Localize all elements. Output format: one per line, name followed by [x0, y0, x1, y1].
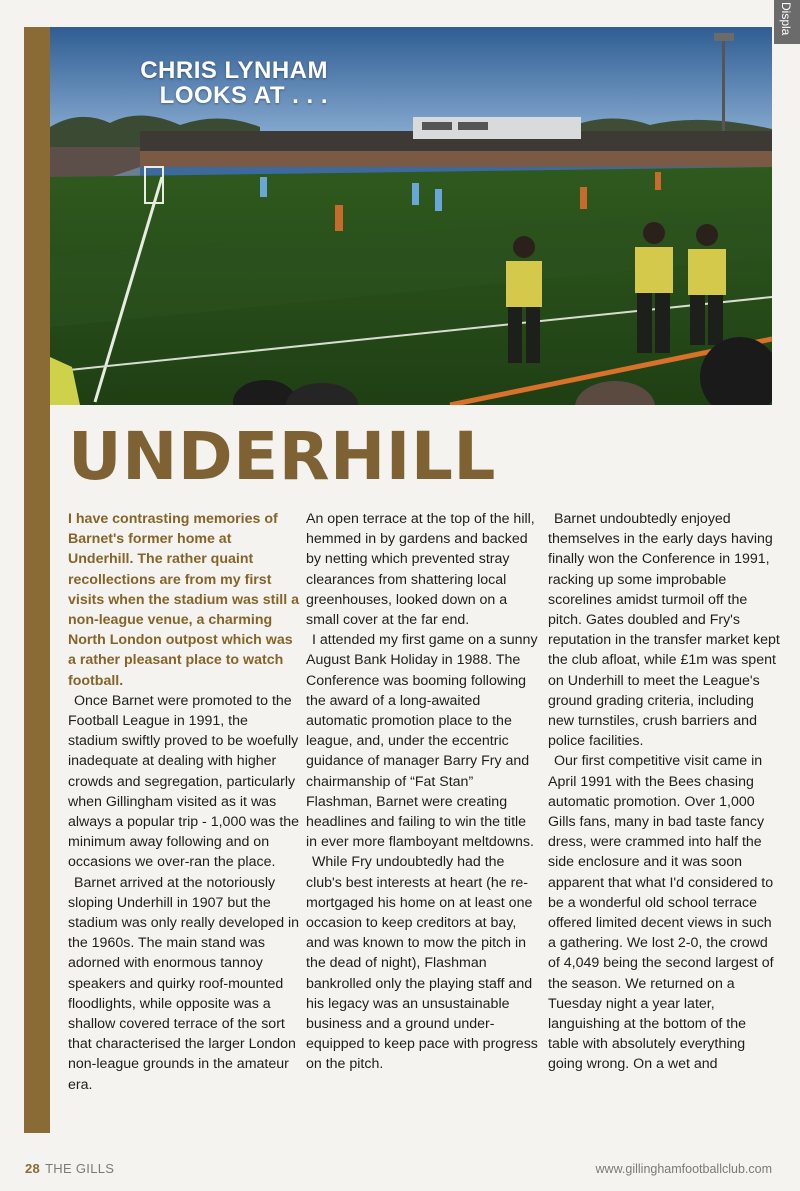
section-name: THE GILLS: [45, 1161, 115, 1176]
article-paragraph: I attended my first game on a sunny August Bank Holiday in 1988. The Conference was booming following the award of a long-awaited automatic promotion place to the league, and, under the eccentric guidance of manager Barry Fry and chairmanship of “Fat Stan” Flashman, Barnet were creating headlines and failing to win the title in ever more flamboyant meltdowns.: [306, 632, 538, 851]
article-paragraph: Barnet undoubtedly enjoyed themselves in the early days having finally won the Conference in 1991, racking up some improbable scorelines amidst turmoil off the pitch. Gates doubled and Fry's reputation in the transfer market kept the club afloat, while £1m was spent on Underhill to meet the League's ground grading criteria, including new turnstiles, crush barriers and police facilities.: [548, 511, 780, 750]
article-paragraph: While Fry undoubtedly had the club's best interests at heart (he re-mortgaged his home on at least one occasion to keep creditors at bay, and was known to mow the pitch in the dead of night), Flashman bankrolled only the playing staff and his legacy was an unsustainable business and a ground under-equipped to keep pace with progress on the pitch.: [306, 854, 538, 1073]
article-paragraph: An open terrace at the top of the hill, hemmed in by gardens and backed by netting which prevented stray clearances from shattering local greenhouses, looked down on a small cover at the far end.: [306, 511, 535, 629]
footer-url[interactable]: www.gillinghamfootballclub.com: [595, 1162, 772, 1176]
article-column-1: [68, 509, 300, 1095]
gold-accent-bar: [24, 27, 50, 1133]
article-headline: UNDERHILL: [68, 418, 496, 495]
kicker-looks-at: LOOKS AT . . .: [159, 82, 328, 109]
kicker-author: CHRIS LYNHAM: [140, 57, 328, 84]
article-column-3: [548, 509, 780, 1075]
author-kicker: [68, 58, 328, 108]
display-side-tab-label: Displa: [779, 2, 793, 36]
article-column-2: [306, 509, 538, 1075]
page-footer-folio: [25, 1161, 114, 1176]
page-number: 28: [25, 1161, 41, 1176]
display-side-tab[interactable]: [774, 0, 800, 44]
article-paragraph: Barnet arrived at the notoriously sloping Underhill in 1907 but the stadium was only really developed in the 1960s. The main stand was adorned with enormous tannoy speakers and quirky roof-mounted floodlights, while opposite was a shallow covered terrace of the sort that characterised the larger London non-league grounds in the amateur era.: [68, 874, 300, 1093]
article-paragraph: Our first competitive visit came in April 1991 with the Bees chasing automatic promotion. Over 1,000 Gills fans, many in bad taste fancy dress, were crammed into half the side enclosure and it was soon apparent that what I'd considered to be a wonderful old school terrace offered limited decent views in such a gathering. We lost 2-0, the crowd of 4,049 being the second largest of the season. We returned on a Tuesday night a year later, languishing at the bottom of the table with absolutely everything going wrong. On a wet and: [548, 753, 774, 1073]
article-body: [68, 509, 780, 1137]
article-paragraph: Once Barnet were promoted to the Football League in 1991, the stadium swiftly proved to be woefully inadequate at dealing with higher crowds and segregation, particularly when Gillingham visited as it was always a popular trip - 1,000 was the minimum away following and on occasions we over-ran the place.: [68, 692, 300, 871]
article-intro: I have contrasting memories of Barnet's former home at Underhill. The rather quaint recollections are from my first visits when the stadium was still a non-league venue, a charming North London outpost which was a rather pleasant place to watch football.: [68, 511, 300, 689]
